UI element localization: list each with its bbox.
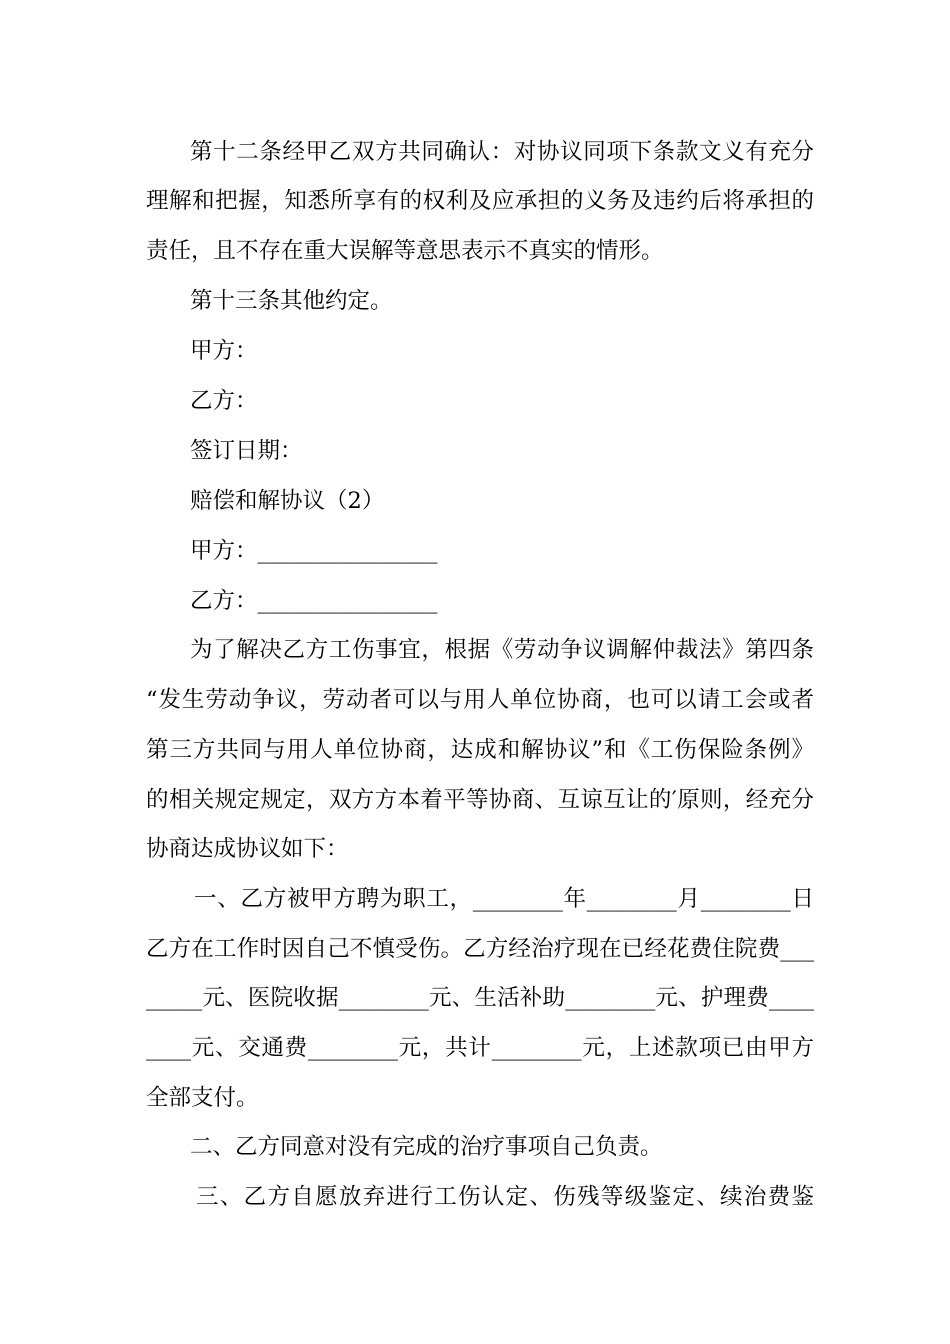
party-a-label: 甲方：: [190, 338, 258, 364]
clause-one-line: ____元、交通费________元，共计________元，上述款项已由甲方: [146, 1035, 814, 1061]
agreement-title: 赔偿和解协议（2）: [190, 488, 385, 514]
paragraph-line: 第十二条经甲乙双方共同确认：对协议同项下条款文义有充分: [190, 139, 814, 165]
paragraph-line: 协商达成协议如下：: [146, 836, 349, 862]
clause-one-line: 乙方在工作时因自己不慎受伤。乙方经治疗现在已经花费住院费___: [146, 936, 814, 962]
clause-one-line: _____元、医院收据________元、生活补助________元、护理费____: [146, 985, 814, 1011]
paragraph-line: 为了解决乙方工伤事宜，根据《劳动争议调解仲裁法》第四条: [190, 637, 814, 663]
paragraph-line: 第十三条其他约定。: [190, 288, 393, 314]
clause-one-line: 全部支付。: [146, 1085, 259, 1111]
paragraph-line: “发生劳动争议，劳动者可以与用人单位协商，也可以请工会或者: [146, 687, 814, 713]
paragraph-line: 责任，且不存在重大误解等意思表示不真实的情形。: [146, 238, 664, 264]
sign-date-label: 签订日期：: [190, 438, 303, 464]
clause-three-line: 三、乙方自愿放弃进行工伤认定、伤残等级鉴定、续治费鉴: [196, 1184, 814, 1210]
paragraph-line: 的相关规定规定，双方方本着平等协商、互谅互让的′原则，经充分: [146, 787, 814, 813]
clause-two-line: 二、乙方同意对没有完成的治疗事项自己负责。: [190, 1134, 663, 1160]
party-a-field: 甲方：________________: [190, 538, 438, 564]
party-b-label: 乙方：: [190, 388, 258, 414]
paragraph-line: 第三方共同与用人单位协商，达成和解协议”和《工伤保险条例》: [146, 737, 814, 763]
paragraph-line: 理解和把握，知悉所享有的权利及应承担的义务及违约后将承担的: [146, 188, 814, 214]
clause-one-line: 一、乙方被甲方聘为职工，________年________月________日: [194, 886, 814, 912]
party-b-field: 乙方：________________: [190, 588, 438, 614]
